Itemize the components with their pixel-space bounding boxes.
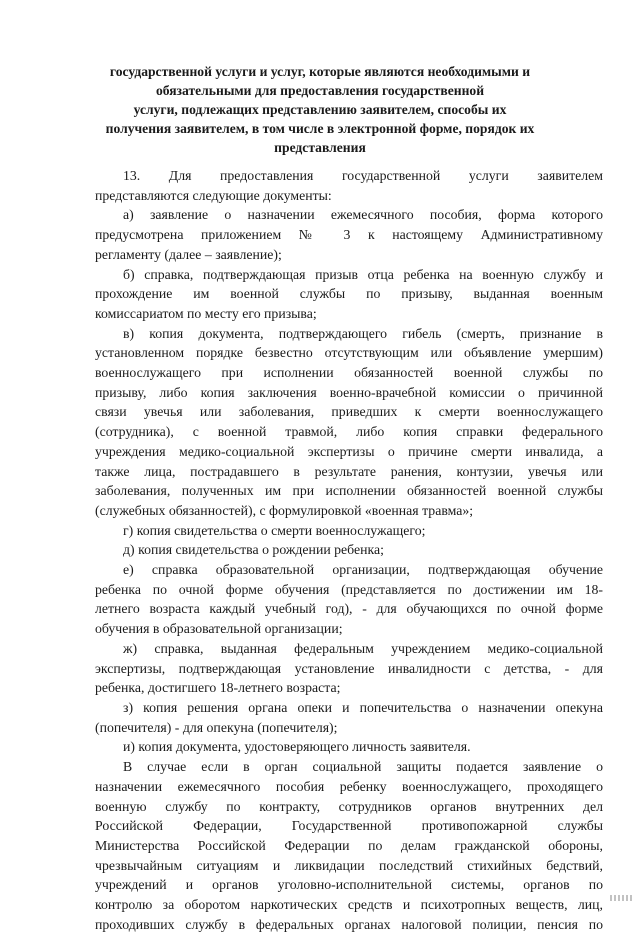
list-item-i: [95, 737, 603, 757]
document-body: [95, 166, 603, 934]
text-line: связи увечья или заболевания, приведших к смерти военнослужащего: [95, 404, 603, 420]
text-line: комиссариатом по месту его призыва;: [95, 305, 317, 321]
text-line: (сотрудника), с военной травмой, либо копия справки федерального: [95, 424, 603, 440]
text-line: а) заявление о назначении ежемесячного пособия, форма которого: [123, 207, 603, 223]
list-item-v: [95, 324, 603, 521]
text-line: Министерства Российской Федерации по делам гражданской обороны,: [95, 837, 603, 853]
text-line: призыву, либо копия заключения военно-врачебной комиссии о причинной: [95, 384, 603, 400]
text-line: контролю за оборотом наркотических средств и психотропных веществ, лиц,: [95, 897, 603, 913]
text-line: представляются следующие документы:: [95, 187, 332, 203]
text-line: з) копия решения органа опеки и попечительства о назначении опекуна: [123, 699, 603, 715]
text-line: предусмотрена приложением № 3 к настоящему Административному: [95, 227, 603, 243]
text-line: ж) справка, выданная федеральным учреждением медико-социальной: [123, 640, 603, 656]
paragraph-13-intro: [95, 166, 603, 205]
text-line: е) справка образовательной организации, подтверждающая обучение: [123, 562, 603, 578]
text-line: д) копия свидетельства о рождении ребенка;: [123, 542, 384, 558]
text-line: военнослужащего при исполнении обязанностей военной службы по: [95, 365, 603, 381]
list-item-z: [95, 698, 603, 737]
text-line: проходивших службу в федеральных органах налоговой полиции, пенсия по: [95, 916, 603, 932]
text-line: также лица, пострадавшего в результате ранения, контузии, увечья или: [95, 463, 603, 479]
section-heading: [95, 62, 545, 157]
text-line: заболевания, полученных им при исполнении обязанностей военной службы: [95, 483, 603, 499]
text-line: г) копия свидетельства о смерти военнослужащего;: [123, 522, 426, 538]
text-line: б) справка, подтверждающая призыв отца ребенка на военную службу и: [123, 266, 603, 282]
scan-edge-mark: [610, 895, 634, 901]
paragraph-special-case: [95, 757, 603, 934]
text-line: В случае если в орган социальной защиты подается заявление о: [123, 759, 603, 775]
text-line: ребенка, достигшего 18-летнего возраста;: [95, 680, 341, 696]
text-line: назначении ежемесячного пособия ребенку военнослужащего, проходящего: [95, 778, 603, 794]
heading-line: получения заявителем, в том числе в электронной форме, порядок их: [105, 121, 535, 136]
text-line: 13. Для предоставления государственной услуги заявителем: [123, 168, 603, 183]
list-item-e: [95, 560, 603, 639]
text-line: чрезвычайным ситуациям и ликвидации последствий стихийных бедствий,: [95, 857, 603, 873]
text-line: (служебных обязанностей), с формулировкой «военная травма»;: [95, 502, 474, 518]
text-line: обучения в образовательной организации;: [95, 621, 343, 637]
list-item-b: [95, 265, 603, 324]
text-line: (попечителя) - для опекуна (попечителя);: [95, 719, 338, 735]
text-line: военную службу по контракту, сотрудников органов внутренних дел: [95, 798, 603, 814]
text-line: прохождение им военной службы по призыву, выданная военным: [95, 286, 603, 302]
text-line: учреждения медико-социальной экспертизы о причине смерти инвалида, а: [95, 443, 603, 459]
text-line: в) копия документа, подтверждающего гибель (смерть, признание в: [123, 325, 603, 341]
list-item-zh: [95, 639, 603, 698]
heading-line: представления: [274, 140, 366, 155]
heading-line: услуги, подлежащих представлению заявителем, способы их: [133, 102, 507, 117]
text-line: установленном порядке безвестно отсутствующим или объявление умершим): [95, 345, 603, 361]
heading-line: государственной услуги и услуг, которые являются необходимыми и: [109, 64, 531, 79]
text-line: экспертизы, подтверждающая установление инвалидности с детства, - для: [95, 660, 603, 676]
text-line: и) копия документа, удостоверяющего личность заявителя.: [123, 739, 471, 755]
list-item-a: [95, 205, 603, 264]
text-line: регламенту (далее – заявление);: [95, 246, 282, 262]
text-line: ребенка по очной форме обучения (представляется по достижении им 18-: [95, 581, 603, 597]
text-line: учреждений и органов уголовно-исполнительной системы, органов по: [95, 877, 603, 893]
list-item-d: [95, 540, 603, 560]
text-line: Российской Федерации, Государственной противопожарной службы: [95, 818, 603, 834]
text-line: летнего возраста каждый учебный год), - для обучающихся по очной форме: [95, 601, 603, 617]
list-item-g: [95, 521, 603, 541]
heading-line: обязательными для предоставления государственной: [155, 83, 485, 98]
